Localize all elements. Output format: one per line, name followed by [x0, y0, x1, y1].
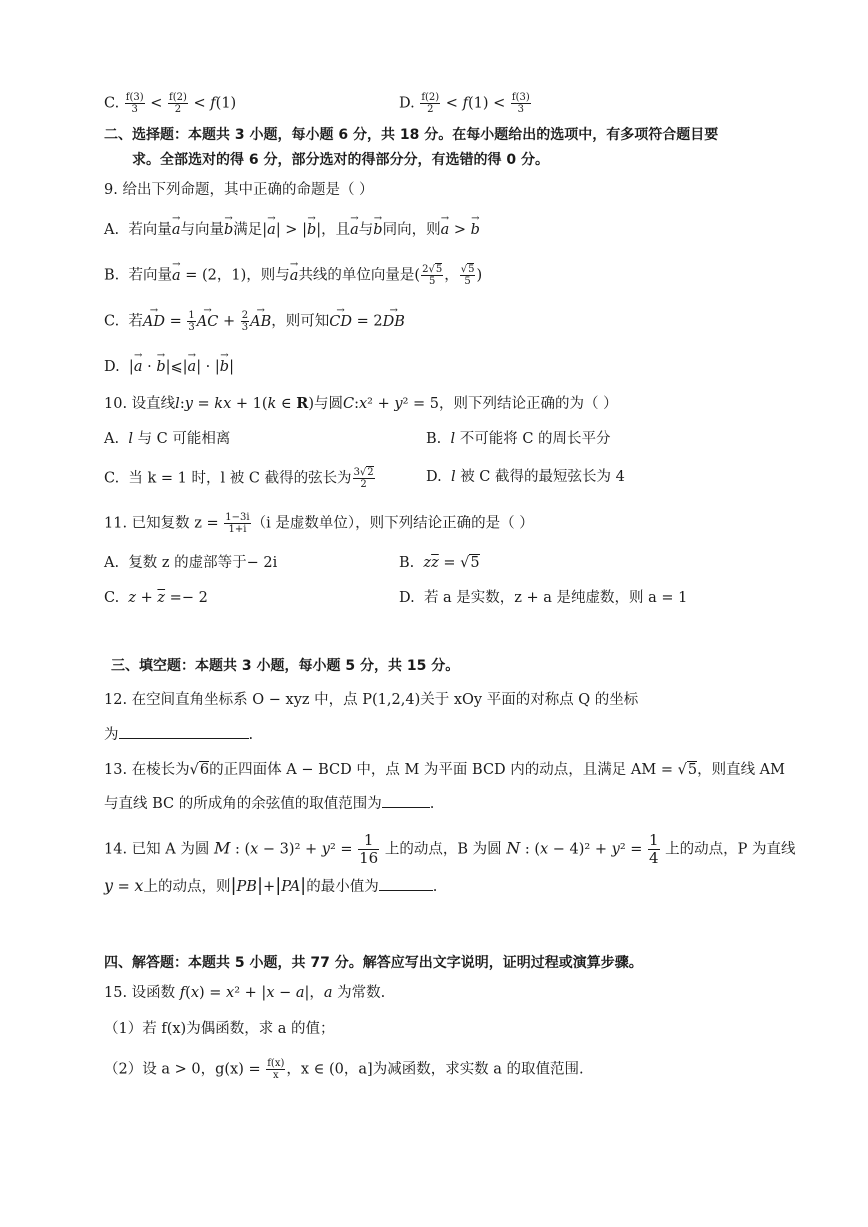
q15-part2 — [104, 1058, 584, 1081]
q11-option-a — [104, 553, 277, 573]
text: 与直线 BC 的所成角的余弦值的取值范围为 — [104, 796, 382, 812]
fraction: $\frac{√5}{5}$ — [460, 264, 475, 287]
q15-part1: （1）若 f(x)为偶函数，求 a 的值； — [104, 1021, 335, 1037]
text: 的正四面体 A − BCD 中，点 M 为平面 BCD 内的动点，且满足 AM = — [209, 762, 673, 778]
option-label: D. — [399, 95, 415, 112]
text: 不可能将 C 的周长平分 — [459, 431, 611, 447]
q14-line1: 14. 已知 A 为圆 M : (x − 3)² + y² = $\frac{1}{16}$ 上的动点，B 为圆 N : (x − 4)² + y² = $\frac{1}{4}$ 上的动点，P 为直线 — [104, 831, 796, 867]
fraction: $\frac{f(3)}{3}$ — [511, 92, 530, 115]
option-label: D. — [399, 590, 415, 606]
q11-stem — [104, 512, 534, 535]
q11-option-d — [399, 588, 687, 608]
text: 当 k = 1 时，l 被 C 截得的弦长为 — [128, 470, 352, 487]
text: 与圆 — [313, 396, 343, 412]
fraction: $\frac{f(3)}{3}$ — [125, 92, 144, 115]
fraction: $\frac{2}{3}$ — [241, 310, 249, 333]
option-label: A. — [104, 431, 120, 447]
q13-line2: 与直线 BC 的所成角的余弦值的取值范围为 . — [104, 793, 434, 814]
text: 若 — [128, 313, 143, 330]
text: （2）设 a > 0，g(x) = — [104, 1061, 261, 1078]
fraction: $\frac{2√5}{5}$ — [422, 264, 443, 287]
text: 与 — [358, 222, 374, 238]
text: ，且 — [321, 222, 351, 238]
fraction: $\frac{1}{4}$ — [649, 831, 659, 867]
text: 为 — [104, 727, 119, 743]
q15-stem: 15. 设函数 f(x) = x² + |x − a|，a 为常数. — [104, 985, 386, 1001]
text: ，则可知 — [271, 313, 330, 330]
q13-line1: 13. 在棱长为√6的正四面体 A − BCD 中，点 M 为平面 BCD 内的动点，且满足 AM = √5，则直线 AM — [104, 762, 786, 778]
text: 上的动点，B 为圆 — [384, 841, 502, 858]
q8-option-c: C. $\frac{f(3)}{3}$ < $\frac{f(2)}{2}$ < f(1) — [104, 92, 237, 115]
q10-option-b: B. l 不可能将 C 的周长平分 — [426, 431, 611, 447]
q8-option-d: D. $\frac{f(2)}{2}$ < f(1) < $\frac{f(3)}{3}$ — [399, 92, 530, 115]
option-label: B. — [399, 555, 415, 571]
q9-stem: 9. 给出下列命题，其中正确的命题是（ ） — [104, 182, 374, 198]
q9-option-a: A. 若向量→ a与向量→ b满足|→ a| > |→ b|，且→ a与→ b同向，则→ a > → b — [104, 220, 480, 240]
text: 若向量 — [128, 222, 172, 238]
option-label: A. — [104, 555, 120, 571]
section2-heading-line1: 二、选择题：本题共 3 小题，每小题 6 分，共 18 分。在每小题给出的选项中，有多项符合题目要 — [104, 127, 719, 143]
text: 13. 在棱长为 — [104, 762, 190, 778]
text: 10. 设直线 — [104, 396, 176, 412]
q10-option-c — [104, 467, 376, 490]
answer-blank[interactable] — [382, 793, 430, 808]
text: 上的动点，则 — [143, 879, 231, 895]
text: 14. 已知 A 为圆 — [104, 841, 210, 858]
option-label: C. — [104, 95, 120, 112]
fraction: $\frac{f(2)}{2}$ — [169, 92, 187, 115]
answer-blank[interactable] — [119, 724, 249, 739]
text: 共线的单位向量是( — [298, 267, 421, 284]
q9-option-d: D. |→ a · → b|⩽|→ a| · |→ b| — [104, 357, 234, 377]
text: 复数 z 的虚部等于− 2i — [128, 555, 278, 571]
text: ，则下列结论正确的为（ ） — [438, 396, 618, 412]
text: 满足 — [233, 222, 263, 238]
text: 同向，则 — [382, 222, 441, 238]
q11-option-c: C. $z + \overline{z} =- 2$ — [104, 590, 208, 606]
q10-option-d: D. l 被 C 截得的最短弦长为 4 — [426, 469, 625, 485]
fraction: $\frac{1}{3}$ — [188, 310, 195, 333]
text: 上的动点，P 为直线 — [665, 841, 796, 858]
option-label: B. — [426, 431, 442, 447]
text: （i 是虚数单位），则下列结论正确的是（ ） — [251, 515, 534, 532]
option-label: B. — [104, 267, 120, 284]
section4-heading: 四、解答题：本题共 5 小题，共 77 分。解答应写出文字说明，证明过程或演算步骤。 — [104, 955, 643, 971]
option-label: D. — [426, 469, 442, 485]
q10-option-a: A. l 与 C 可能相离 — [104, 431, 231, 447]
text: = (2，1)，则与 — [185, 267, 290, 284]
option-label: D. — [104, 359, 120, 375]
text: ，x ∈ (0，a]为减函数，求实数 a 的取值范围. — [286, 1061, 584, 1078]
text: ，则直线 AM — [697, 762, 786, 778]
fraction: $\frac{1-3i}{1+i}$ — [225, 512, 250, 535]
q11-option-b: B. $z\overline{z} = √5$ — [399, 555, 480, 571]
q9-option-c: C. 若→ AD = $\frac{1}{3}$ → AC + $\frac{2}{3}$ → AB，则可知→ CD = 2→ DB — [104, 310, 405, 333]
text: 若向量 — [128, 267, 172, 284]
section3-heading: 三、填空题：本题共 3 小题，每小题 5 分，共 15 分。 — [111, 658, 460, 674]
text: 11. 已知复数 z = — [104, 515, 219, 532]
text: 与 C 可能相离 — [137, 431, 231, 447]
option-label: C. — [104, 590, 120, 606]
q14-line2: y = x上的动点，则|PB|+|PA|的最小值为 . — [104, 875, 438, 896]
text: 被 C 截得的最短弦长为 4 — [460, 469, 625, 485]
option-label: A. — [104, 222, 120, 238]
section2-heading-line2: 求。全部选对的得 6 分，部分选对的得部分分，有选错的得 0 分。 — [132, 152, 549, 168]
q9-option-b: B. 若向量→ a = (2，1)，则与→ a共线的单位向量是( $\frac{2√5}{5}$ ， $\frac{√5}{5}$ ) — [104, 264, 482, 287]
fraction: $\frac{f(x)}{x}$ — [267, 1058, 285, 1081]
fraction: $\frac{3√2}{2}$ — [353, 467, 374, 490]
option-label: C. — [104, 470, 120, 487]
q12-line1: 12. 在空间直角坐标系 O − xyz 中，点 P(1,2,4)关于 xOy 平面的对称点 Q 的坐标 — [104, 692, 639, 708]
option-label: C. — [104, 313, 120, 330]
text: 若 a 是实数，z + a 是纯虚数，则 a = 1 — [423, 590, 688, 606]
text: 的最小值为 — [306, 879, 379, 895]
text: 与向量 — [180, 222, 224, 238]
fraction: $\frac{1}{16}$ — [359, 831, 379, 867]
q10-stem: 10. 设直线l:y = kx + 1(k ∈ R)与圆C:x² + y² = 5，则下列结论正确的为（ ） — [104, 395, 618, 412]
q12-line2: 为 . — [104, 724, 253, 745]
answer-blank[interactable] — [379, 876, 433, 891]
fraction: $\frac{f(2)}{2}$ — [421, 92, 440, 115]
